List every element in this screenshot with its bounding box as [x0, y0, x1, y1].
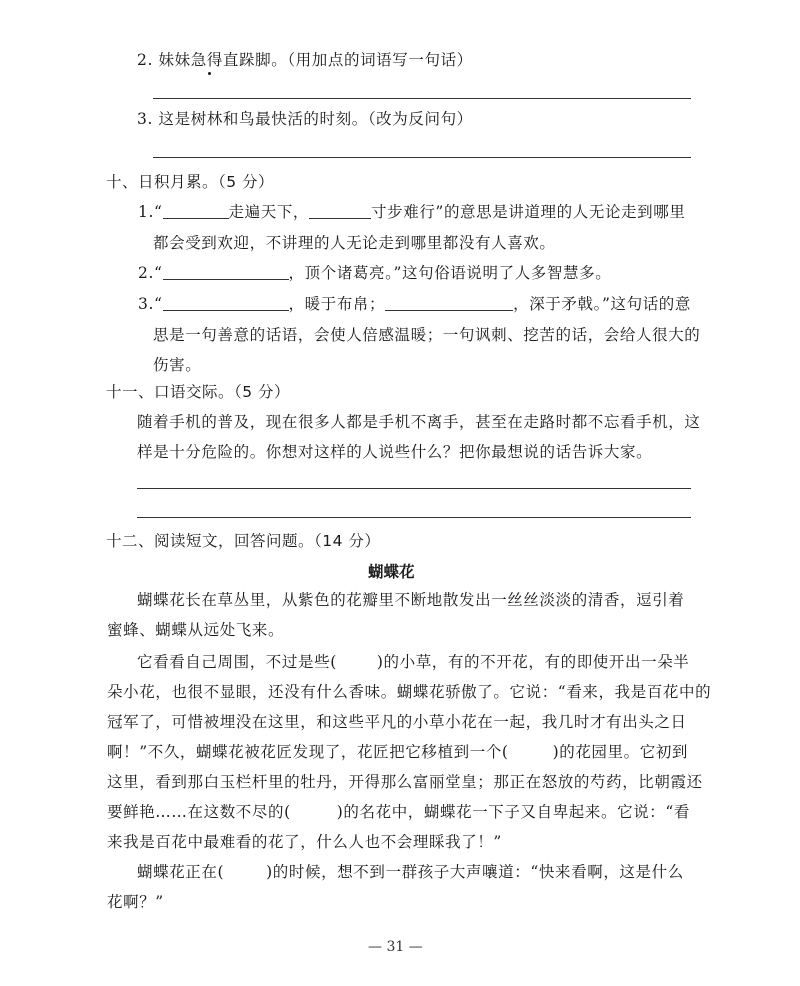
blank-s10-q1-a[interactable] — [163, 203, 229, 219]
answer-line-s11-1[interactable] — [137, 488, 691, 489]
p2-line7: 来我是百花中最难看的花了，什么人也不会理睬我了！” — [107, 833, 502, 851]
s11-line2: 样是十分危险的。你想对这样的人说些什么？把你最想说的话告诉大家。 — [137, 443, 653, 461]
s10-q1-prefix: 1.“ — [138, 203, 163, 221]
p1-line1: 蝴蝶花长在草丛里，从紫色的花瓣里不断地散发出一丝丝淡淡的清香，逗引着 — [137, 591, 685, 609]
p3-line2: 花啊？” — [107, 893, 164, 911]
p3-line1 — [137, 862, 684, 882]
s10-q3-line1 — [138, 294, 691, 314]
s10-q3-prefix: 3.“ — [138, 295, 163, 313]
section-10-heading: 十、日积月累。（5 分） — [106, 173, 275, 191]
p2-line6-a: 要鲜艳……在这数不尽的( — [107, 803, 291, 821]
question-3: 3. 这是树林和鸟最快活的时刻。（改为反问句） — [137, 110, 473, 128]
p2-line5: 这里，看到那白玉栏杆里的牡丹，开得那么富丽堂皇；那正在怒放的芍药，比朝霞还 — [107, 773, 703, 791]
s10-q1-line1 — [138, 202, 685, 222]
s10-q1-mid1: 走遍天下， — [228, 203, 310, 221]
blank-s10-q2[interactable] — [163, 264, 289, 280]
s10-q3-suffix: ，深于矛戟。”这句话的意 — [513, 295, 691, 313]
s10-q2-suffix: ，顶个诸葛亮。”这句俗语说明了人多智慧多。 — [288, 264, 612, 282]
blank-s10-q1-b[interactable] — [309, 203, 371, 219]
s11-line1: 随着手机的普及，现在很多人都是手机不离手，甚至在走路时都不忘看手机，这 — [137, 413, 701, 431]
page-number: — 31 — — [368, 939, 423, 955]
section-11-heading: 十一、口语交际。（5 分） — [106, 383, 291, 401]
s10-q3-line3: 伤害。 — [153, 356, 202, 374]
p2-line6 — [107, 802, 690, 822]
answer-line-s11-2[interactable] — [137, 517, 691, 518]
p2-line1-b: )的小草，有的不开花，有的即使开出一朵半 — [376, 653, 690, 671]
s10-q1-line2: 都会受到欢迎，不讲理的人无论走到哪里都没有人喜欢。 — [153, 234, 556, 252]
s10-q3-line2: 思是一句善意的话语，会使人倍感温暖；一句讽刺、挖苦的话，会给人很大的 — [153, 326, 701, 344]
answer-line-q2[interactable] — [153, 98, 691, 99]
p2-line6-b: )的名花中，蝴蝶花一下子又自卑起来。它说：“看 — [336, 803, 691, 821]
s10-q2-prefix: 2.“ — [138, 264, 163, 282]
s10-q1-mid2: 寸步难行”的意思是讲道理的人无论走到哪里 — [371, 203, 686, 221]
p2-line2: 朵小花，也很不显眼，还没有什么香味。蝴蝶花骄傲了。它说：“看来，我是百花中的 — [107, 683, 712, 701]
passage-title: 蝴蝶花 — [368, 563, 415, 581]
blank-s10-q3-b[interactable] — [385, 295, 513, 311]
emphasis-dot — [208, 72, 211, 75]
p2-line4-b: )的花园里。它初到 — [552, 743, 689, 761]
p1-line2: 蜜蜂、蝴蝶从远处飞来。 — [107, 621, 285, 639]
p2-line4-a: 啊！”不久，蝴蝶花被花匠发现了，花匠把它移植到一个( — [107, 743, 509, 761]
s10-q2-line — [138, 263, 611, 283]
s10-q3-mid: ，暖于布帛； — [288, 295, 386, 313]
p3-line1-b: )的时候，想不到一群孩子大声嚷道：“快来看啊，这是什么 — [266, 863, 684, 881]
question-2: 2. 妹妹急得直跺脚。（用加点的词语写一句话） — [137, 51, 473, 69]
p2-line1 — [137, 652, 689, 672]
p2-line4 — [107, 742, 688, 762]
p2-line3: 冠军了，可惜被埋没在这里，和这些平凡的小草小花在一起，我几时才有出头之日 — [107, 713, 687, 731]
answer-line-q3[interactable] — [153, 157, 691, 158]
blank-s10-q3-a[interactable] — [163, 295, 289, 311]
p2-line1-a: 它看看自己周围，不过是些( — [137, 653, 337, 671]
section-12-heading: 十二、阅读短文，回答问题。（14 分） — [106, 532, 381, 550]
p3-line1-a: 蝴蝶花正在( — [137, 863, 225, 881]
